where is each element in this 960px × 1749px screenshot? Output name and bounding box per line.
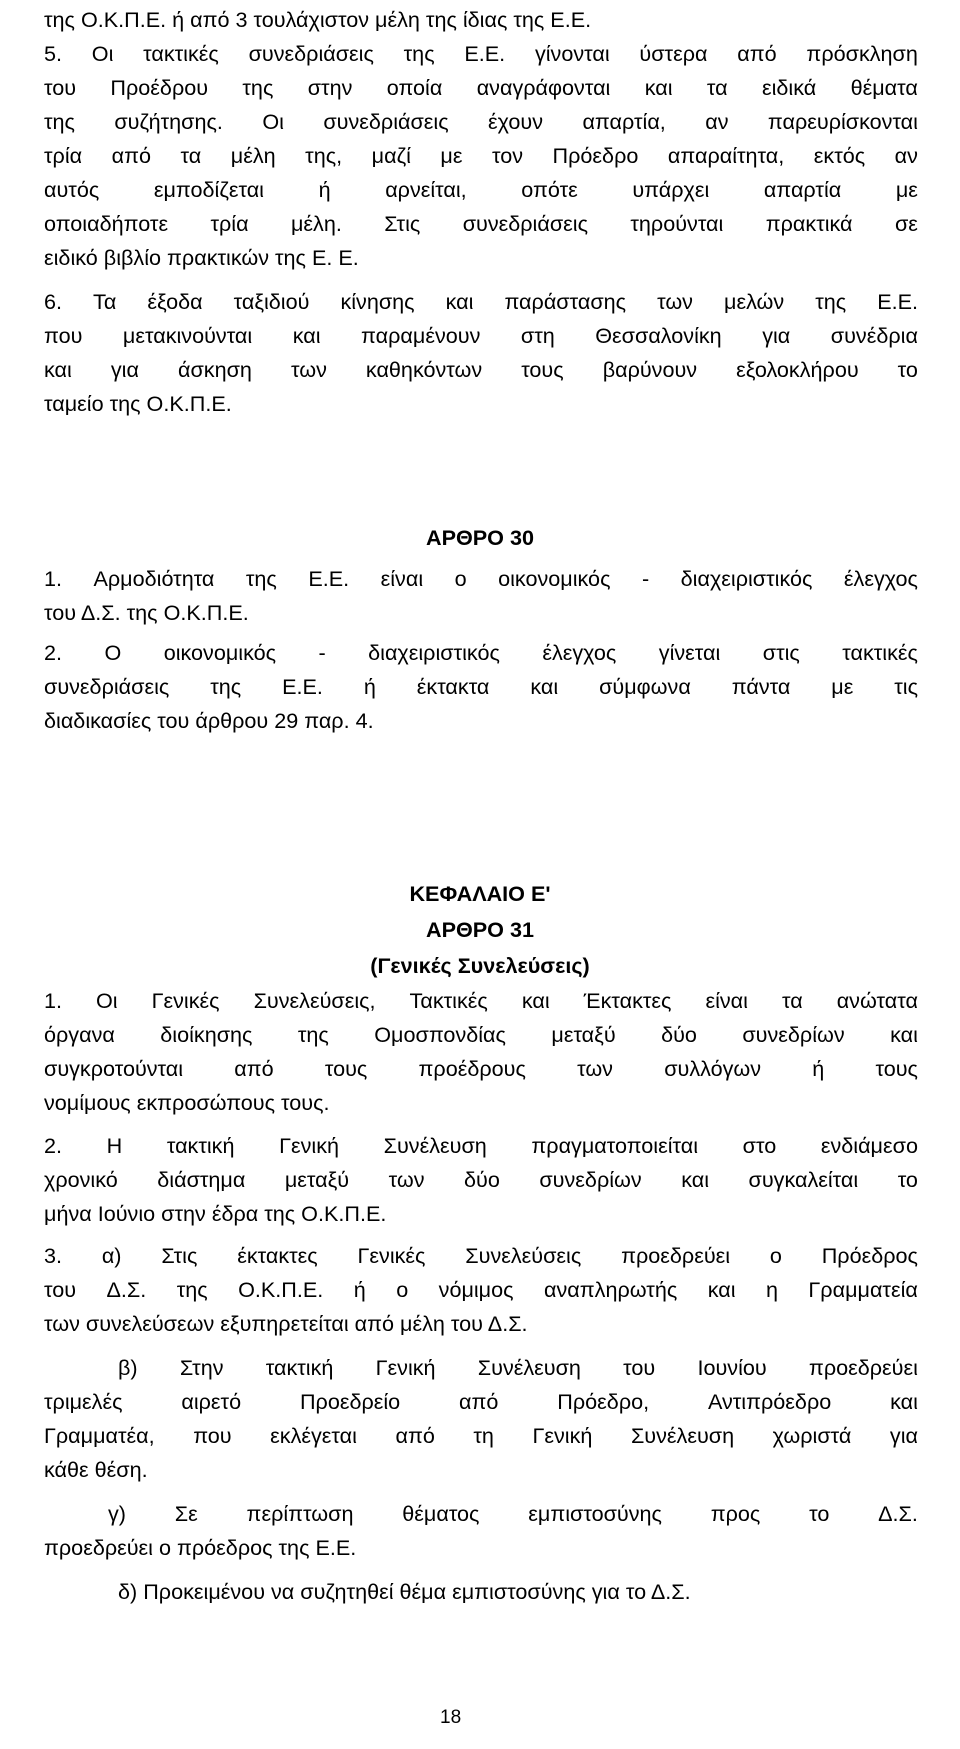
text-line: της συζήτησης. Οι συνεδριάσεις έχουν απαρτία, αν παρευρίσκονται xyxy=(44,109,918,134)
text-line: δ) Προκειμένου να συζητηθεί θέμα εμπιστοσύνης για το Δ.Σ. xyxy=(118,1579,691,1604)
text-line: 2. Ο οικονομικός - διαχειριστικός έλεγχος γίνεται στις τακτικές xyxy=(44,640,918,665)
text-line: του Δ.Σ. της Ο.Κ.Π.Ε. xyxy=(44,600,249,625)
text-line: 2. Η τακτική Γενική Συνέλευση πραγματοποιείται στο ενδιάμεσο xyxy=(44,1133,918,1158)
text-line: νομίμους εκπροσώπους τους. xyxy=(44,1090,330,1115)
text-line: διαδικασίες του άρθρου 29 παρ. 4. xyxy=(44,708,374,733)
text-line: Γραμματέα, που εκλέγεται από τη Γενική Συνέλευση χωριστά για xyxy=(44,1423,918,1448)
text-line: ειδικό βιβλίο πρακτικών της Ε. Ε. xyxy=(44,245,359,270)
text-line: συνεδριάσεις της Ε.Ε. ή έκτακτα και σύμφωνα πάντα με τις xyxy=(44,674,918,699)
text-line: του Δ.Σ. της Ο.Κ.Π.Ε. ή ο νόμιμος αναπληρωτής και η Γραμματεία xyxy=(44,1277,918,1302)
text-line: που μετακινούνται και παραμένουν στη Θεσσαλονίκη για συνέδρια xyxy=(44,323,918,348)
text-line: ταμείο της Ο.Κ.Π.Ε. xyxy=(44,391,232,416)
text-line: κάθε θέση. xyxy=(44,1457,148,1482)
text-line: 3. α) Στις έκτακτες Γενικές Συνελεύσεις προεδρεύει ο Πρόεδρος xyxy=(44,1243,918,1268)
text-line: τριμελές αιρετό Προεδρείο από Πρόεδρο, Αντιπρόεδρο και xyxy=(44,1389,918,1414)
text-line: 1. Αρμοδιότητα της Ε.Ε. είναι ο οικονομικός - διαχειριστικός έλεγχος xyxy=(44,566,918,591)
text-line: μήνα Ιούνιο στην έδρα της Ο.Κ.Π.Ε. xyxy=(44,1201,387,1226)
text-line: 5. Οι τακτικές συνεδριάσεις της Ε.Ε. γίνονται ύστερα από πρόσκληση xyxy=(44,41,918,66)
text-line: των συνελεύσεων εξυπηρετείται από μέλη του Δ.Σ. xyxy=(44,1311,528,1336)
text-line: οποιαδήποτε τρία μέλη. Στις συνεδριάσεις τηρούνται πρακτικά σε xyxy=(44,211,918,236)
article-30-heading: ΑΡΘΡΟ 30 xyxy=(425,525,534,550)
text-line: τρία από τα μέλη της, μαζί με τον Πρόεδρο απαραίτητα, εκτός αν xyxy=(44,143,918,168)
page-number: 18 xyxy=(440,1707,462,1728)
text-line: προεδρεύει ο πρόεδρος της Ε.Ε. xyxy=(44,1535,357,1560)
text-line: αυτός εμποδίζεται ή αρνείται, οπότε υπάρχει απαρτία με xyxy=(44,177,918,202)
article-31-heading: ΑΡΘΡΟ 31 xyxy=(425,917,534,942)
text-line: γ) Σε περίπτωση θέματος εμπιστοσύνης προς το Δ.Σ. xyxy=(108,1501,918,1526)
text-line: χρονικό διάστημα μεταξύ των δύο συνεδρίων και συγκαλείται το xyxy=(44,1167,918,1192)
text-line: του Προέδρου της στην οποία αναγράφονται και τα ειδικά θέματα xyxy=(44,75,918,100)
section-subtitle: (Γενικές Συνελεύσεις) xyxy=(370,953,590,978)
chapter-heading: ΚΕΦΑΛΑΙΟ Ε' xyxy=(409,881,551,906)
text-line: 1. Οι Γενικές Συνελεύσεις, Τακτικές και Έκτακτες είναι τα ανώτατα xyxy=(44,988,918,1013)
text-line: 6. Τα έξοδα ταξιδιού κίνησης και παράστασης των μελών της Ε.Ε. xyxy=(44,289,918,314)
text-line: όργανα διοίκησης της Ομοσπονδίας μεταξύ δύο συνεδρίων και xyxy=(44,1022,918,1047)
text-line: και για άσκηση των καθηκόντων τους βαρύνουν εξολοκλήρου το xyxy=(44,357,918,382)
text-line: της Ο.Κ.Π.Ε. ή από 3 τουλάχιστον μέλη της ίδιας της Ε.Ε. xyxy=(44,7,592,32)
text-line: συγκροτούνται από τους προέδρους των συλλόγων ή τους xyxy=(44,1056,918,1081)
text-line: β) Στην τακτική Γενική Συνέλευση του Ιουνίου προεδρεύει xyxy=(118,1355,918,1380)
